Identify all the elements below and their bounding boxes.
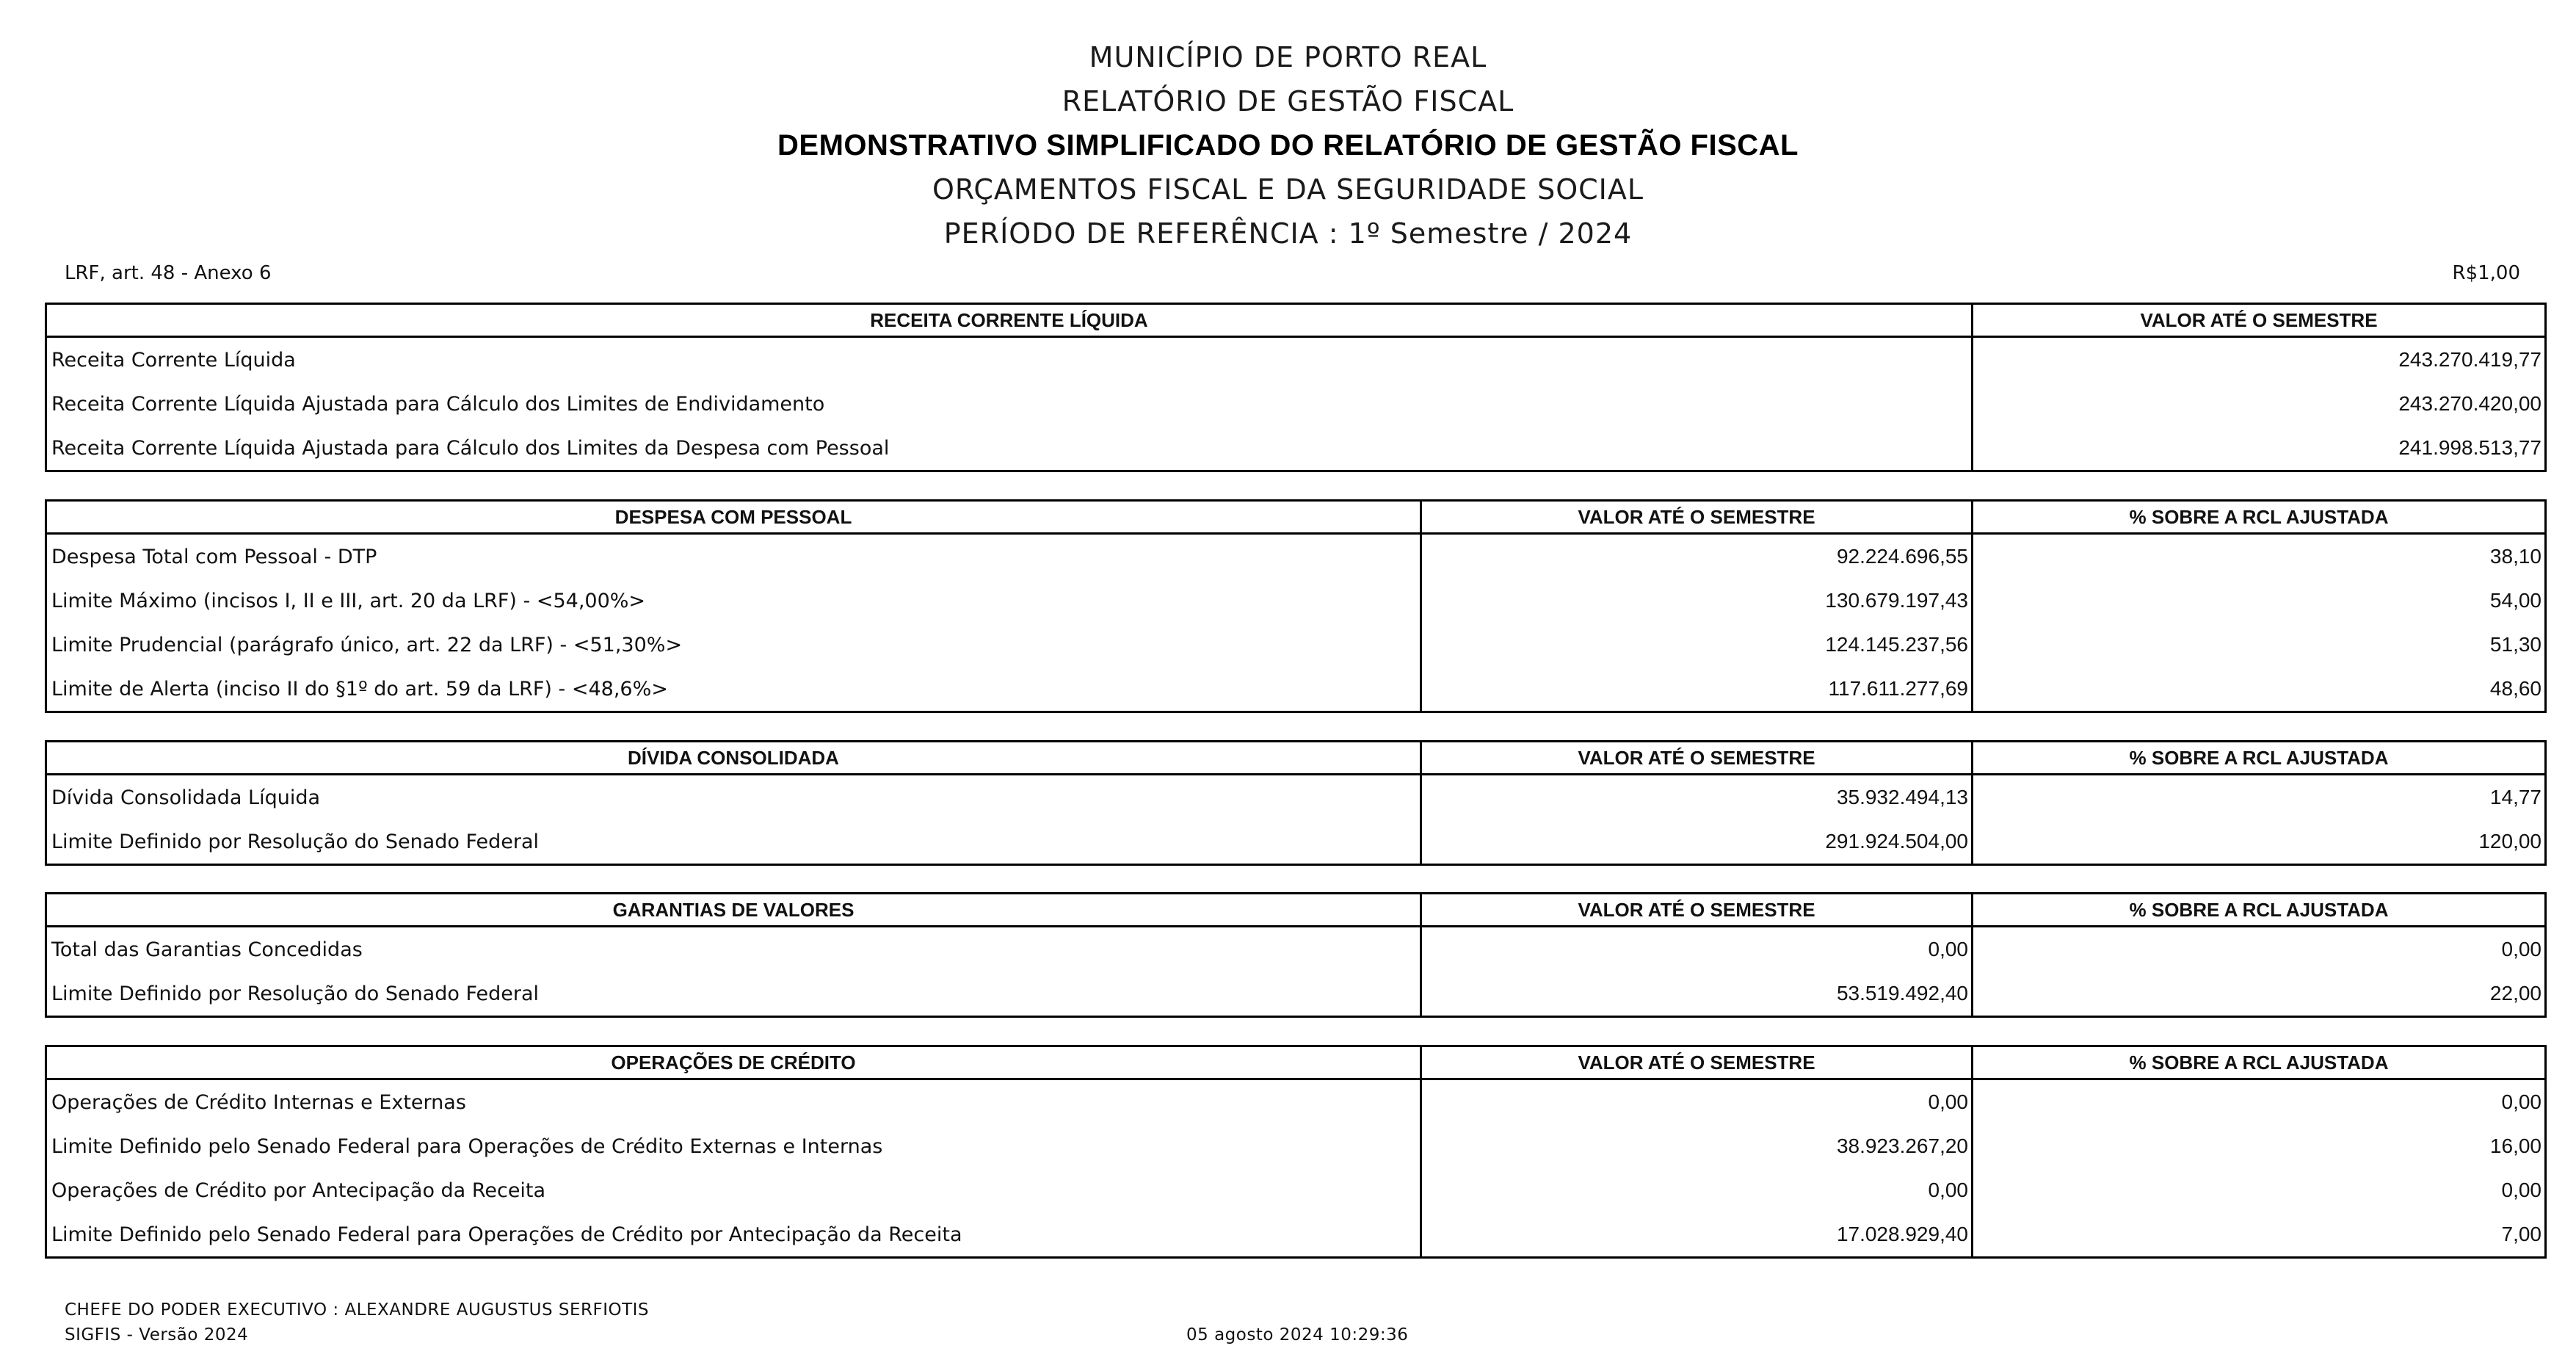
table-row [46,775,2546,820]
table-row [46,337,2546,383]
currency-unit: R$1,00 [2452,262,2520,284]
row-percent: 38,10 [1973,534,2546,579]
column-header: RECEITA CORRENTE LÍQUIDA [46,304,1973,337]
row-value: 0,00 [1421,1079,1973,1125]
column-header: VALOR ATÉ O SEMESTRE [1421,742,1973,775]
guarantees-table [45,892,2547,1018]
row-label: Limite de Alerta (inciso II do §1º do art. 59 da LRF) - <48,6%> [46,667,1421,712]
table-header-row [46,894,2546,927]
column-header: DESPESA COM PESSOAL [46,501,1421,534]
row-value: 243.270.419,77 [1973,337,2546,383]
row-percent: 0,00 [1973,1168,2546,1212]
column-header: DÍVIDA CONSOLIDADA [46,742,1421,775]
personnel-expense-table [45,499,2547,713]
row-label: Operações de Crédito por Antecipação da Receita [46,1168,1421,1212]
row-value: 38.923.267,20 [1421,1124,1973,1168]
table-row [46,623,2546,667]
table-row [46,534,2546,579]
rcl-table [45,303,2547,472]
report-title: RELATÓRIO DE GESTÃO FISCAL [1062,85,1514,117]
row-percent: 22,00 [1973,971,2546,1017]
row-label: Despesa Total com Pessoal - DTP [46,534,1421,579]
table-row [46,1124,2546,1168]
executive-chief: CHEFE DO PODER EXECUTIVO : ALEXANDRE AUGUSTUS SERFIOTIS [65,1300,650,1320]
generated-timestamp: 05 agosto 2024 10:29:36 [1186,1325,1409,1345]
row-label: Dívida Consolidada Líquida [46,775,1421,820]
column-header: GARANTIAS DE VALORES [46,894,1421,927]
column-header: VALOR ATÉ O SEMESTRE [1421,1046,1973,1079]
table-row [46,426,2546,471]
row-percent: 14,77 [1973,775,2546,820]
table-row [46,579,2546,623]
statement-title: DEMONSTRATIVO SIMPLIFICADO DO RELATÓRIO DE GESTÃO FISCAL [777,129,1799,162]
table-row [46,1079,2546,1125]
row-value: 241.998.513,77 [1973,426,2546,471]
row-value: 35.932.494,13 [1421,775,1973,820]
row-percent: 16,00 [1973,1124,2546,1168]
row-value: 17.028.929,40 [1421,1212,1973,1258]
credit-operations-table [45,1045,2547,1259]
row-percent: 120,00 [1973,819,2546,865]
report-header [0,35,2576,256]
row-label: Receita Corrente Líquida Ajustada para Cálculo dos Limites da Despesa com Pessoal [46,426,1973,471]
table-header-row [46,501,2546,534]
consolidated-debt-table [45,740,2547,866]
municipality-title: MUNICÍPIO DE PORTO REAL [1089,41,1487,73]
row-label: Limite Máximo (incisos I, II e III, art. 20 da LRF) - <54,00%> [46,579,1421,623]
table-row [46,1212,2546,1258]
column-header: VALOR ATÉ O SEMESTRE [1421,501,1973,534]
table-header-row [46,304,2546,337]
row-value: 0,00 [1421,927,1973,972]
column-header: VALOR ATÉ O SEMESTRE [1421,894,1973,927]
row-percent: 48,60 [1973,667,2546,712]
row-label: Limite Definido pelo Senado Federal para Operações de Crédito por Antecipação da Receita [46,1212,1421,1258]
column-header: % SOBRE A RCL AJUSTADA [1973,501,2546,534]
table-row [46,667,2546,712]
row-value: 124.145.237,56 [1421,623,1973,667]
column-header: OPERAÇÕES DE CRÉDITO [46,1046,1421,1079]
table-row [46,927,2546,972]
row-label: Receita Corrente Líquida [46,337,1973,383]
table-row [46,971,2546,1017]
table-row [46,1168,2546,1212]
row-label: Limite Prudencial (parágrafo único, art. 22 da LRF) - <51,30%> [46,623,1421,667]
column-header: % SOBRE A RCL AJUSTADA [1973,1046,2546,1079]
row-percent: 54,00 [1973,579,2546,623]
system-version: SIGFIS - Versão 2024 [65,1325,249,1345]
row-percent: 51,30 [1973,623,2546,667]
row-percent: 0,00 [1973,927,2546,972]
row-value: 291.924.504,00 [1421,819,1973,865]
row-percent: 0,00 [1973,1079,2546,1125]
budget-subtitle: ORÇAMENTOS FISCAL E DA SEGURIDADE SOCIAL [932,173,1644,206]
row-value: 117.611.277,69 [1421,667,1973,712]
table-row [46,819,2546,865]
column-header: VALOR ATÉ O SEMESTRE [1973,304,2546,337]
row-label: Limite Definido por Resolução do Senado Federal [46,819,1421,865]
reference-period: PERÍODO DE REFERÊNCIA : 1º Semestre / 2024 [943,217,1633,250]
row-value: 243.270.420,00 [1973,382,2546,426]
column-header: % SOBRE A RCL AJUSTADA [1973,894,2546,927]
table-header-row [46,742,2546,775]
row-value: 130.679.197,43 [1421,579,1973,623]
row-label: Limite Definido pelo Senado Federal para Operações de Crédito Externas e Internas [46,1124,1421,1168]
row-label: Operações de Crédito Internas e Externas [46,1079,1421,1125]
row-value: 0,00 [1421,1168,1973,1212]
row-value: 92.224.696,55 [1421,534,1973,579]
row-label: Receita Corrente Líquida Ajustada para Cálculo dos Limites de Endividamento [46,382,1973,426]
column-header: % SOBRE A RCL AJUSTADA [1973,742,2546,775]
legal-reference: LRF, art. 48 - Anexo 6 [65,262,272,284]
table-row [46,382,2546,426]
row-percent: 7,00 [1973,1212,2546,1258]
row-label: Limite Definido por Resolução do Senado Federal [46,971,1421,1017]
row-label: Total das Garantias Concedidas [46,927,1421,972]
table-header-row [46,1046,2546,1079]
row-value: 53.519.492,40 [1421,971,1973,1017]
